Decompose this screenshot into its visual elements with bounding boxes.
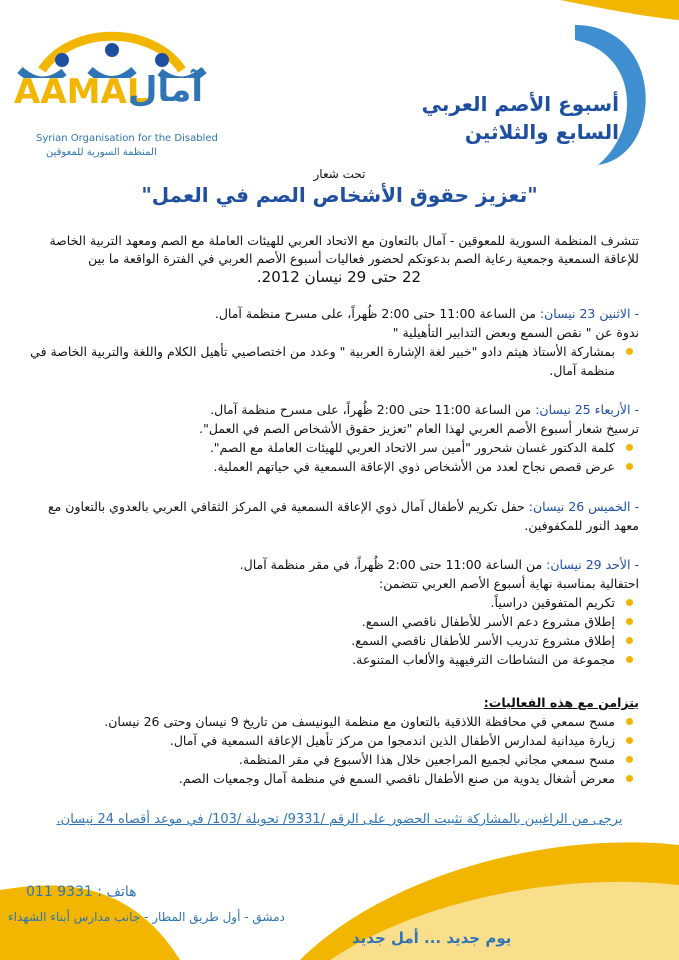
list-item: مسح سمعي مجاني لجميع المراجعين خلال هذا الأسبوع في مقر المنظمة. xyxy=(29,750,623,769)
list-item: تكريم المتفوقين دراسياً. xyxy=(29,593,623,612)
monday-day: - الاثنين 23 نيسان: xyxy=(539,306,639,321)
sunday-day: - الأحد 29 نيسان: xyxy=(546,557,639,572)
list-item: مسح سمعي في محافظة اللاذقية بالتعاون مع منظمة اليونيسف من تاريخ 9 نيسان وحتى 26 نيسان. xyxy=(29,712,623,731)
sunday-time: من الساعة 11:00 حتى 2:00 ظُهراً، في مقر منظمة آمال. xyxy=(239,557,543,572)
intro-paragraph xyxy=(39,232,639,286)
intro-dates: 22 حتى 29 نيسان 2012. xyxy=(256,268,422,286)
wednesday-section xyxy=(29,400,639,476)
registration-notice: يرجى من الراغبين بالمشاركة تثبيت الحضور على الرقم /9331/ تحويلة /103/ في موعد أقصاه 24 نيسان. xyxy=(56,812,623,827)
list-item: إطلاق مشروع دعم الأسر للأطفال ناقصي السمع. xyxy=(29,612,623,631)
list-item: عرض قصص نجاح لعدد من الأشخاص ذوي الإعاقة السمعية في حياتهم العملية. xyxy=(29,457,623,476)
list-item: زيارة ميدانية لمدارس الأطفال الذين اندمجوا من مركز تأهيل الإعاقة السمعية في آمال. xyxy=(29,731,623,750)
slogan: "تعزيز حقوق الأشخاص الصم في العمل" xyxy=(141,183,538,207)
logo-arabic-text: آمال xyxy=(128,70,203,110)
list-item: بمشاركة الأستاذ هيثم دادو "خبير لغة الإشارة العربية " وعدد من اختصاصيي تأهيل الكلام واللغة والتربية الخاصة في منظمة آمال. xyxy=(29,342,623,380)
thursday-day: - الخميس 26 نيسان: xyxy=(528,499,639,514)
list-item: كلمة الدكتور غسان شحرور "أمين سر الاتحاد العربي للهيئات العاملة مع الصم". xyxy=(29,438,623,457)
logo-latin-text: AAMAL xyxy=(14,72,149,112)
monday-time: من الساعة 11:00 حتى 2:00 ظُهراً، على مسرح منظمة آمال. xyxy=(214,306,536,321)
intro-text: تتشرف المنظمة السورية للمعوقين - آمال بالتعاون مع الاتحاد العربي للهيئات العاملة مع الصم ومعهد التربية الخاصة للإعاقة السمعية وجمعية رعاية الصم بدعوتكم لحضور فعاليات أسبوع الأصم العربي في الفترة الواقعة ما بين xyxy=(49,233,639,266)
event-title-line1: أسبوع الأصم العربي xyxy=(421,92,619,116)
monday-seminar: ندوة عن " نقص السمع وبعض التدابير التأهيلية " xyxy=(392,325,639,340)
footer-phone: هاتف : 9331 011 xyxy=(26,884,137,900)
footer-address: دمشق - أول طريق المطار - جانب مدارس أبناء الشهداء xyxy=(8,910,285,924)
list-item: إطلاق مشروع تدريب الأسر للأطفال ناقصي السمع. xyxy=(29,631,623,650)
concurrent-title: يتزامن مع هذه الفعاليات: xyxy=(483,695,639,710)
list-item: مجموعة من النشاطات الترفيهية والألعاب المتنوعة. xyxy=(29,650,623,669)
monday-section xyxy=(29,304,639,380)
footer-motto: يوم جديد ... أمل جديد xyxy=(352,929,512,947)
thursday-text: حفل تكريم لأطفال آمال ذوي الإعاقة السمعية في المركز الثقافي العربي بالعدوي بالتعاون مع معهد النور للمكفوفين. xyxy=(47,499,639,533)
event-title-line2: السابع والثلاثين xyxy=(464,120,619,144)
concurrent-section xyxy=(29,693,639,788)
organisation-arabic-name: المنظمة السورية للمعوقين xyxy=(46,147,157,158)
wednesday-time: من الساعة 11:00 حتى 2:00 ظُهراً، على مسرح منظمة آمال. xyxy=(210,402,532,417)
organisation-english-name: Syrian Organisation for the Disabled xyxy=(36,133,218,144)
sunday-desc: احتفالية بمناسبة نهاية أسبوع الأصم العربي تتضمن: xyxy=(378,576,639,591)
list-item: معرض أشغال يدوية من صنع الأطفال ناقصي السمع في منظمة آمال وجمعيات الصم. xyxy=(29,769,623,788)
wednesday-desc: ترسيخ شعار أسبوع الأصم العربي لهذا العام "تعزيز حقوق الأشخاص الصم في العمل". xyxy=(199,421,639,436)
slogan-intro: تحت شعار xyxy=(313,167,366,181)
wednesday-day: - الأربعاء 25 نيسان: xyxy=(535,402,639,417)
sunday-section xyxy=(29,555,639,669)
thursday-section xyxy=(29,497,639,535)
